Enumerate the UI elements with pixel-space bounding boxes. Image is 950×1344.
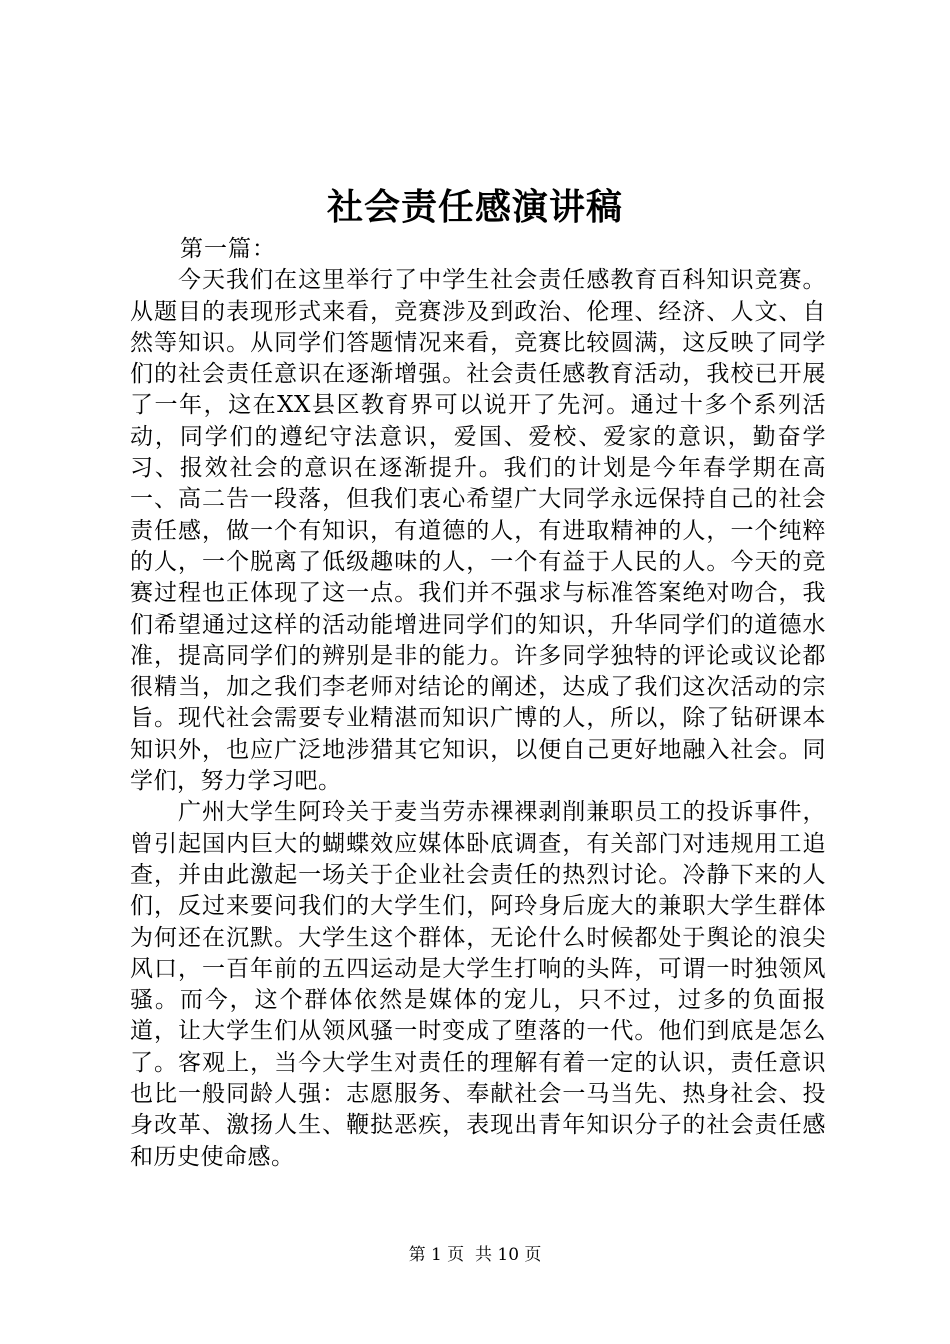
document-body: [130, 234, 826, 1173]
page-number: 第 1 页 共 10 页: [408, 1245, 542, 1265]
page-footer: [0, 1243, 950, 1267]
paragraph-1: 今天我们在这里举行了中学生社会责任感教育百科知识竞赛。从题目的表现形式来看，竞赛涉及到政治、伦理、经济、人文、自然等知识。从同学们答题情况来看，竞赛比较圆满，这反映了同学们的社会责任意识在逐渐增强。社会责任感教育活动，我校已开展了一年，这在XX县区教育界可以说开了先河。通过十多个系列活动，同学们的遵纪守法意识，爱国、爱校、爱家的意识，勤奋学习、报效社会的意识在逐渐提升。我们的计划是今年春学期在高一、高二告一段落，但我们衷心希望广大同学永远保持自己的社会责任感，做一个有知识，有道德的人，有进取精神的人，一个纯粹的人，一个脱离了低级趣味的人，一个有益于人民的人。今天的竞赛过程也正体现了这一点。我们并不强求与标准答案绝对吻合，我们希望通过这样的活动能增进同学们的知识，升华同学们的道德水准，提高同学们的辨别是非的能力。许多同学独特的评论或议论都很精当，加之我们李老师对结论的阐述，达成了我们这次活动的宗旨。现代社会需要专业精湛而知识广博的人，所以，除了钻研课本知识外，也应广泛地涉猎其它知识，以便自己更好地融入社会。同学们，努力学习吧。: [130, 267, 826, 795]
paragraph-2: 广州大学生阿玲关于麦当劳赤裸裸剥削兼职员工的投诉事件，曾引起国内巨大的蝴蝶效应媒体卧底调查，有关部门对违规用工追查，并由此激起一场关于企业社会责任的热烈讨论。冷静下来的人们，反过来要问我们的大学生们，阿玲身后庞大的兼职大学生群体为何还在沉默。大学生这个群体，无论什么时候都处于舆论的浪尖风口，一百年前的五四运动是大学生打响的头阵，可谓一时独领风骚。而今，这个群体依然是媒体的宠儿，只不过，过多的负面报道，让大学生们从领风骚一时变成了堕落的一代。他们到底是怎么了。客观上，当今大学生对责任的理解有着一定的认识，责任意识也比一般同龄人强：志愿服务、奉献社会一马当先、热身社会、投身改革、激扬人生、鞭挞恶疾，表现出青年知识分子的社会责任感和历史使命感。: [130, 799, 826, 1170]
section-label: 第一篇：: [180, 236, 276, 262]
document-title: 社会责任感演讲稿: [326, 186, 623, 228]
